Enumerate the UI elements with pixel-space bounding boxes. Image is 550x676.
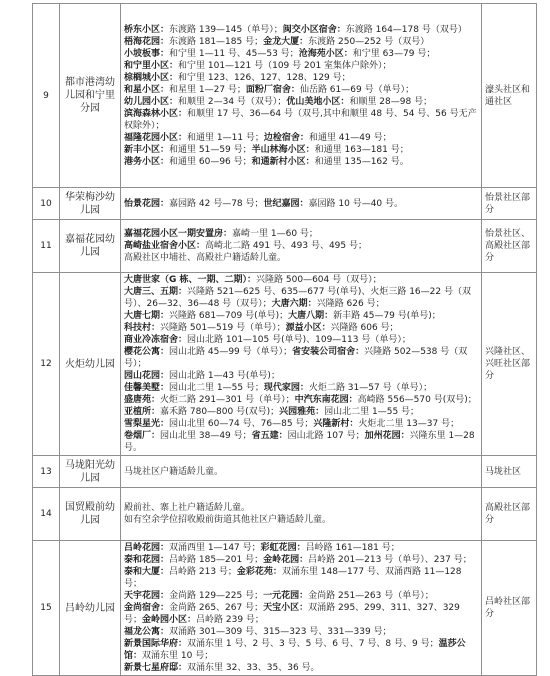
residential-area-name: 金龙大厦：	[263, 36, 309, 47]
address-range: 和宁里 123、126、127、128、129 号；	[178, 72, 351, 83]
table-row	[33, 220, 537, 273]
scope-line	[124, 108, 478, 132]
scope-line	[124, 566, 478, 590]
address-range: 火炬二路 291—301 号（单号）；	[160, 395, 295, 405]
residential-area-name: 亚植所：	[124, 407, 161, 417]
scope-line	[124, 240, 478, 252]
address-range: 兴隆路 502—538 号（双号）；	[124, 347, 468, 369]
address-range: 殿前社、寨上社户籍适龄儿童。	[124, 503, 251, 513]
residential-area-name: 加州花园：	[364, 431, 410, 441]
address-range: 和通里 135—162 号。	[314, 156, 409, 167]
community-name: 吕岭社区部分	[482, 541, 537, 676]
residential-area-name: 兴隆新村：	[313, 419, 359, 429]
residential-area-name: 源益小区：	[285, 323, 331, 333]
enrollment-scope	[121, 4, 482, 188]
residential-area-name: 金岭园小区：	[142, 615, 197, 625]
address-range: 金尚路 129—225 号；	[169, 591, 264, 601]
residential-area-name: 福龙公寓：	[124, 627, 170, 637]
row-number: 13	[33, 456, 60, 488]
residential-area-name: 大唐世家（G 栋、一期、二期）：	[124, 275, 257, 285]
address-range: 和宁里 101—121 号（109 号 201 室集体户除外）；	[178, 60, 392, 71]
residential-area-name: 小坡板事：	[124, 48, 170, 59]
residential-area-name: 彩虹花园：	[260, 543, 306, 553]
address-range: 双涌东里 148—177 号、双涌西路 11—128 号；	[124, 567, 462, 589]
enrollment-scope	[121, 488, 482, 541]
residential-area-name: 和宁里小区：	[124, 60, 179, 71]
kindergarten-name: 国贸殿前幼儿园	[60, 488, 121, 541]
residential-area-name: 世纪嘉园：	[263, 198, 309, 209]
enrollment-scope	[121, 541, 482, 676]
residential-area-name: 高崎盐业宿舍小区：	[124, 241, 206, 251]
scope-line	[124, 370, 478, 382]
address-range: 高崎路 556—570 号(双号)；	[357, 395, 477, 405]
residential-area-name: 温莎公馆：	[124, 639, 466, 661]
address-range: 如有空余学位招收殿前街道其他社区户籍适龄儿童。	[124, 515, 332, 525]
table-row	[33, 488, 537, 541]
address-range: 兴隆路 626 号；	[316, 299, 385, 309]
row-number: 12	[33, 273, 60, 456]
address-range: 吕岭路 161—181 号；	[305, 543, 400, 553]
residential-area-name: 泰和花园：	[124, 555, 170, 565]
kindergarten-name: 嘉福花园幼儿园	[60, 220, 121, 273]
address-range: 和宁里 63—79 号；	[352, 48, 436, 59]
residential-area-name: 泰和大厦：	[124, 567, 170, 577]
address-range: 园山北二里 1—55 号；	[169, 383, 264, 393]
scope-line	[124, 72, 478, 84]
residential-area-name: 优山美地小区：	[286, 96, 350, 107]
residential-area-name: 金彩花苑：	[236, 567, 282, 577]
residential-area-name: 嘉福花园小区一期安置房：	[124, 229, 233, 239]
kindergarten-name: 吕岭幼儿园	[60, 541, 121, 676]
table-row	[33, 4, 537, 188]
scope-line	[124, 322, 478, 334]
community-name: 怡景社区部分	[482, 188, 537, 220]
community-name: 马垅社区	[482, 456, 537, 488]
address-range: 兴隆路 521—625 号、635—677 号(单号)、火炬三路 16—22 号（双号）、26—32、36—48 号（双号）；	[124, 287, 471, 309]
residential-area-name: 边检宿舍：	[263, 132, 309, 143]
residential-area-name: 港务小区：	[124, 156, 170, 167]
scope-line	[124, 252, 478, 264]
residential-area-name: 科技村：	[124, 323, 161, 333]
table-body	[33, 4, 537, 676]
address-range: 园山北里 38—49 号；	[160, 431, 252, 441]
residential-area-name: 和星小区：	[124, 84, 170, 95]
address-range: 金尚路 251—263 号（单号）；	[308, 591, 434, 601]
scope-line	[124, 394, 478, 406]
address-range: 园山北里 60—74 号、76—85 号；	[169, 419, 314, 429]
address-range: 双涌路 295、299、311、327、329 号；	[124, 603, 460, 625]
address-range: 园山北路 101—105 号(单号)、109—113 号（单号）；	[187, 335, 411, 345]
address-range: 园山北路 45—99 号（单号）；	[169, 347, 293, 357]
residential-area-name: 现代家园：	[263, 383, 309, 393]
scope-line	[124, 198, 478, 210]
residential-area-name: 面粉厂宿舍：	[245, 84, 300, 95]
residential-area-name: 天宇花园：	[124, 591, 170, 601]
residential-area-name: 吕岭花园：	[124, 543, 170, 553]
scope-line	[124, 590, 478, 602]
address-range: 和通里 163—181 号；	[314, 144, 409, 155]
community-name: 濠头社区和通社区	[482, 4, 537, 188]
scope-line	[124, 542, 478, 554]
residential-area-name: 金岭花园：	[263, 555, 309, 565]
scope-line	[124, 132, 478, 144]
scope-line	[124, 156, 478, 168]
residential-area-name: 怡景花园：	[124, 198, 170, 209]
residential-area-name: 福隆花园小区：	[124, 132, 188, 143]
residential-area-name: 省安装公司宿舍：	[292, 347, 365, 357]
address-range: 兴隆路 681—709 号(单号)；	[169, 311, 289, 321]
address-range: 新丰路 45—79 号(单号)；	[333, 311, 441, 321]
address-range: 园山北路 1—43 号(单号)；	[169, 371, 280, 381]
scope-line	[124, 554, 478, 566]
scope-line	[124, 406, 478, 418]
address-range: 和顺里 2—34 号（双号）；	[178, 96, 287, 107]
address-range: 兴隆路 501—519 号（单号）；	[160, 323, 286, 333]
address-range: 和星里 1—27 号；	[169, 84, 246, 95]
table-row	[33, 456, 537, 488]
address-range: 兴隆路 606 号；	[330, 323, 399, 333]
residential-area-name: 闽交小区宿舍：	[282, 24, 346, 35]
residential-area-name: 卷烟厂：	[124, 431, 161, 441]
table-row	[33, 541, 537, 676]
address-range: 火炬北二里 13—37 号；	[358, 419, 460, 429]
scope-line	[124, 346, 478, 370]
scope-line	[124, 514, 478, 526]
residential-area-name: 滨海森林小区：	[124, 108, 188, 119]
address-range: 和通里 51—59 号；	[169, 144, 252, 155]
address-range: 和顺里 17 号、36—64 号（双号,其中和顺里 48 号、54 号、56 号无产权除外）；	[124, 108, 477, 131]
scope-line	[124, 310, 478, 322]
scope-line	[124, 144, 478, 156]
address-range: 和通里 60—96 号；	[169, 156, 252, 167]
address-range: 仙岳路 61—69 号（单号）；	[299, 84, 415, 95]
scope-line	[124, 382, 478, 394]
residential-area-name: 大唐八期：	[288, 311, 334, 321]
address-range: 马垅社区户籍适龄儿童。	[124, 466, 224, 477]
address-range: 吕岭路 213 号；	[169, 567, 237, 577]
kindergarten-name: 华荣梅沙幼儿园	[60, 188, 121, 220]
row-number: 9	[33, 4, 60, 188]
address-range: 双涌东里 1 号、2 号、3 号、5 号、6 号、7 号、8 号、9 号；	[187, 639, 439, 649]
address-range: 双涌东里 10 号；	[142, 651, 214, 661]
address-range: 吕岭路 185—201 号；	[169, 555, 264, 565]
row-number: 10	[33, 188, 60, 220]
kindergarten-name: 马垅阳光幼儿园	[60, 456, 121, 488]
scope-line	[124, 638, 478, 662]
residential-area-name: 兴园雅苑：	[279, 407, 325, 417]
scope-line	[124, 36, 478, 48]
scope-line	[124, 418, 478, 430]
scope-line	[124, 662, 478, 674]
residential-area-name: 大唐七期：	[124, 311, 170, 321]
enrollment-scope	[121, 273, 482, 456]
community-name: 兴隆社区、兴旺社区部分	[482, 273, 537, 456]
residential-area-name: 大唐三、五期：	[124, 287, 188, 297]
table-row	[33, 188, 537, 220]
scope-line	[124, 334, 478, 346]
scope-line	[124, 626, 478, 638]
address-range: 和通里 1—11 号；	[187, 132, 264, 143]
address-range: 嘉园路 10 号—40 号。	[308, 198, 404, 209]
enrollment-zone-table	[32, 3, 537, 676]
residential-area-name: 佳馨美墅：	[124, 383, 170, 393]
residential-area-name: 樱花公寓：	[124, 347, 170, 357]
scope-line	[124, 48, 478, 60]
address-range: 双涌路 301—309 号、315—323 号、331—339 号；	[169, 627, 392, 637]
address-range: 嘉园路 42 号—78 号；	[169, 198, 264, 209]
enrollment-scope	[121, 220, 482, 273]
address-range: 金尚路 265、267 号；	[169, 603, 264, 613]
residential-area-name: 一元花园：	[263, 591, 309, 601]
residential-area-name: 梧海花园：	[124, 36, 170, 47]
residential-area-name: 半山林海小区：	[251, 144, 315, 155]
scope-line	[124, 602, 478, 626]
address-range: 嘉禾路 780—800 号(双号)；	[160, 407, 280, 417]
address-range: 兴隆东里 1—28 号。	[124, 431, 475, 453]
residential-area-name: 沧海苑小区：	[298, 48, 353, 59]
residential-area-name: 商业冷冻宿舍：	[124, 335, 188, 345]
scope-line	[124, 286, 478, 310]
address-range: 东渡路 250—252 号（双号）	[308, 36, 430, 47]
address-range: 东渡路 139—145（单号）；	[169, 24, 283, 35]
table-row	[33, 273, 537, 456]
residential-area-name: 盛唐苑：	[124, 395, 161, 405]
address-range: 双涌东里 32、33、35、36 号。	[187, 663, 320, 673]
residential-area-name: 幼儿园小区：	[124, 96, 179, 107]
residential-area-name: 新景七星府邸：	[124, 663, 188, 673]
address-range: 兴隆路 500—604 号（双号）；	[256, 275, 382, 285]
enrollment-scope	[121, 188, 482, 220]
community-name: 怡景社区、高殿社区部分	[482, 220, 537, 273]
residential-area-name: 棕榈城小区：	[124, 72, 179, 83]
scope-line	[124, 24, 478, 36]
address-range: 火炬二路 31—57 号（单号）；	[308, 383, 433, 393]
row-number: 15	[33, 541, 60, 676]
residential-area-name: 金尚宿舍：	[124, 603, 170, 613]
residential-area-name: 省五建：	[251, 431, 288, 441]
enrollment-scope	[121, 456, 482, 488]
residential-area-name: 新丰小区：	[124, 144, 170, 155]
residential-area-name: 天宝小区：	[263, 603, 309, 613]
residential-area-name: 桥东小区：	[124, 24, 170, 35]
scope-line	[124, 430, 478, 454]
residential-area-name: 雪梨星光：	[124, 419, 170, 429]
address-range: 和宁里 1—11 号、45—53 号；	[169, 48, 299, 59]
address-range: 双涌西里 1—147 号；	[169, 543, 261, 553]
residential-area-name: 和通新村小区：	[251, 156, 315, 167]
scope-line	[124, 60, 478, 72]
address-range: 高殿社区中埔社、高殿社户籍适龄儿童。	[124, 253, 287, 263]
kindergarten-name: 火炬幼儿园	[60, 273, 121, 456]
address-range: 东渡路 164—178 号（双号）	[345, 24, 467, 35]
address-range: 和通里 41—49 号；	[308, 132, 392, 143]
address-range: 高崎北二路 491 号、493 号、495 号；	[205, 241, 367, 251]
address-range: 园山北二里 1—55 号；	[324, 407, 420, 417]
scope-line	[124, 466, 478, 478]
kindergarten-name: 都市港湾幼儿园和宁里分园	[60, 4, 121, 188]
scope-line	[124, 228, 478, 240]
scope-line	[124, 274, 478, 286]
residential-area-name: 中汽东南花园：	[294, 395, 358, 405]
row-number: 11	[33, 220, 60, 273]
community-name: 高殿社区部分	[482, 488, 537, 541]
address-range: 嘉崎一里 1—60 号；	[232, 229, 318, 239]
address-range: 东渡路 181—185 号；	[169, 36, 264, 47]
address-range: 园山北路 107 号；	[287, 431, 365, 441]
address-range: 吕岭路 239 号；	[196, 615, 264, 625]
residential-area-name: 园山花园：	[124, 371, 170, 381]
address-range: 和顺里 28—98 号；	[349, 96, 433, 107]
scope-line	[124, 84, 478, 96]
row-number: 14	[33, 488, 60, 541]
scope-line	[124, 502, 478, 514]
address-range: 吕岭路 201—213 号（单号）、237 号；	[308, 555, 472, 565]
scope-line	[124, 96, 478, 108]
residential-area-name: 大唐六期：	[271, 299, 317, 309]
residential-area-name: 新景国际华府：	[124, 639, 188, 649]
